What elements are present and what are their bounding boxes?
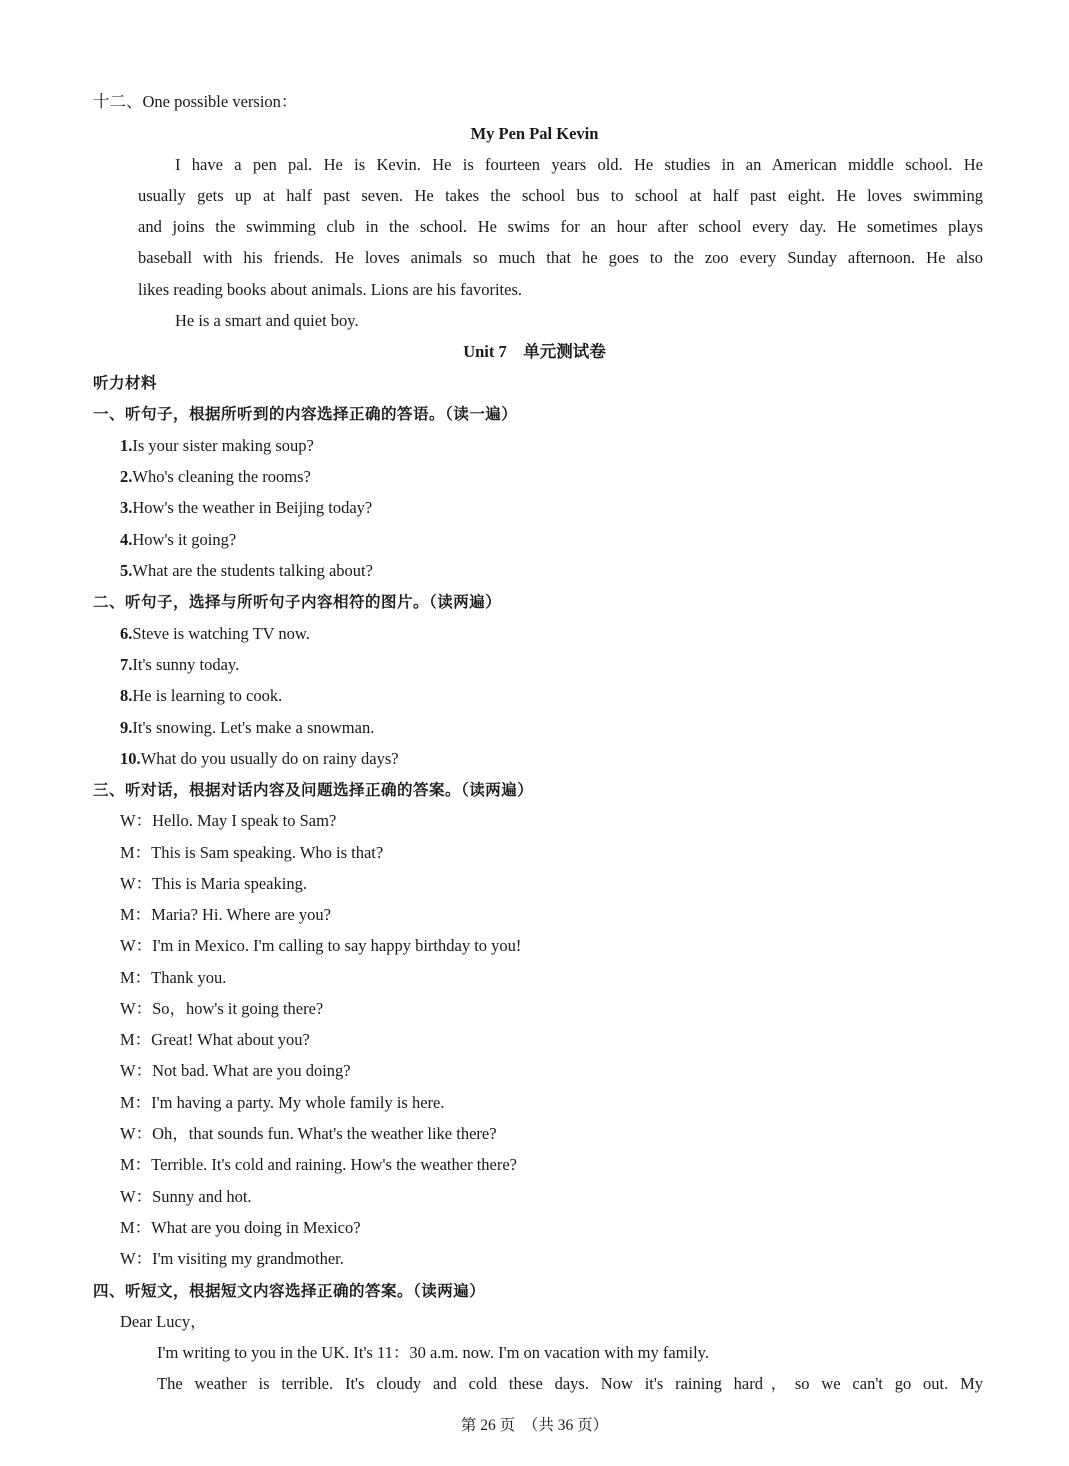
question-item: 5.What are the students talking about?	[120, 561, 373, 580]
dialogue-line: M：Great! What about you?	[120, 1030, 310, 1049]
part3-heading: 三、听对话，根据对话内容及问题选择正确的答案。（读两遍）	[93, 781, 534, 799]
essay-line: baseball with his friends. He loves animals so much that he goes to the zoo every Sunday afternoon. He also	[138, 248, 983, 267]
dialogue-line: W：Hello. May I speak to Sam?	[120, 811, 337, 830]
page-footer: 第 26 页 （共 36 页）	[460, 1417, 609, 1434]
essay-line: usually gets up at half past seven. He takes the school bus to school at half past eight. He loves swimming	[138, 186, 983, 205]
essay-line: likes reading books about animals. Lions are his favorites.	[138, 280, 522, 299]
listening-label: 听力材料	[93, 374, 158, 392]
question-item: 7.It's sunny today.	[120, 655, 240, 674]
dialogue-line: M：I'm having a party. My whole family is here.	[120, 1093, 445, 1112]
dialogue-line: W：Oh，that sounds fun. What's the weather like there?	[120, 1124, 497, 1143]
dialogue-line: M：Terrible. It's cold and raining. How's the weather there?	[120, 1155, 517, 1174]
essay-line: and joins the swimming club in the school. He swims for an hour after school every day. He sometimes plays	[138, 217, 983, 236]
dialogue-line: W：I'm visiting my grandmother.	[120, 1249, 344, 1268]
dialogue-line: W：Not bad. What are you doing?	[120, 1061, 351, 1080]
dialogue-line: M：Thank you.	[120, 968, 227, 987]
letter-line: I'm writing to you in the UK. It's 11：30 a.m. now. I'm on vacation with my family.	[157, 1343, 709, 1362]
essay-title: My Pen Pal Kevin	[470, 124, 599, 143]
essay-line: He is a smart and quiet boy.	[175, 311, 359, 330]
question-item: 3.How's the weather in Beijing today?	[120, 498, 373, 517]
part4-heading: 四、听短文，根据短文内容选择正确的答案。（读两遍）	[93, 1282, 486, 1300]
essay-line: I have a pen pal. He is Kevin. He is fourteen years old. He studies in an American middle school. He	[175, 155, 983, 174]
dialogue-line: W：This is Maria speaking.	[120, 874, 307, 893]
question-item: 4.How's it going?	[120, 530, 237, 549]
question-item: 10.What do you usually do on rainy days?	[120, 749, 399, 768]
unit-title: Unit 7 单元测试卷	[463, 342, 606, 361]
dialogue-line: M：This is Sam speaking. Who is that?	[120, 843, 384, 862]
question-item: 8.He is learning to cook.	[120, 686, 283, 705]
part2-heading: 二、听句子，选择与所听句子内容相符的图片。（读两遍）	[93, 593, 502, 611]
question-item: 1.Is your sister making soup?	[120, 436, 314, 455]
section12-label: 十二、One possible version：	[93, 92, 298, 111]
dialogue-line: M：Maria? Hi. Where are you?	[120, 905, 331, 924]
dialogue-line: W：I'm in Mexico. I'm calling to say happy birthday to you!	[120, 936, 522, 955]
letter-salutation: Dear Lucy，	[120, 1312, 207, 1331]
question-item: 9.It's snowing. Let's make a snowman.	[120, 718, 375, 737]
part1-heading: 一、听句子，根据所听到的内容选择正确的答语。（读一遍）	[93, 405, 518, 423]
dialogue-line: W：So，how's it going there?	[120, 999, 324, 1018]
dialogue-line: M：What are you doing in Mexico?	[120, 1218, 361, 1237]
letter-line: The weather is terrible. It's cloudy and cold these days. Now it's raining hard，so we can't go out. My	[157, 1374, 983, 1393]
dialogue-line: W：Sunny and hot.	[120, 1187, 252, 1206]
question-item: 6.Steve is watching TV now.	[120, 624, 310, 643]
question-item: 2.Who's cleaning the rooms?	[120, 467, 311, 486]
